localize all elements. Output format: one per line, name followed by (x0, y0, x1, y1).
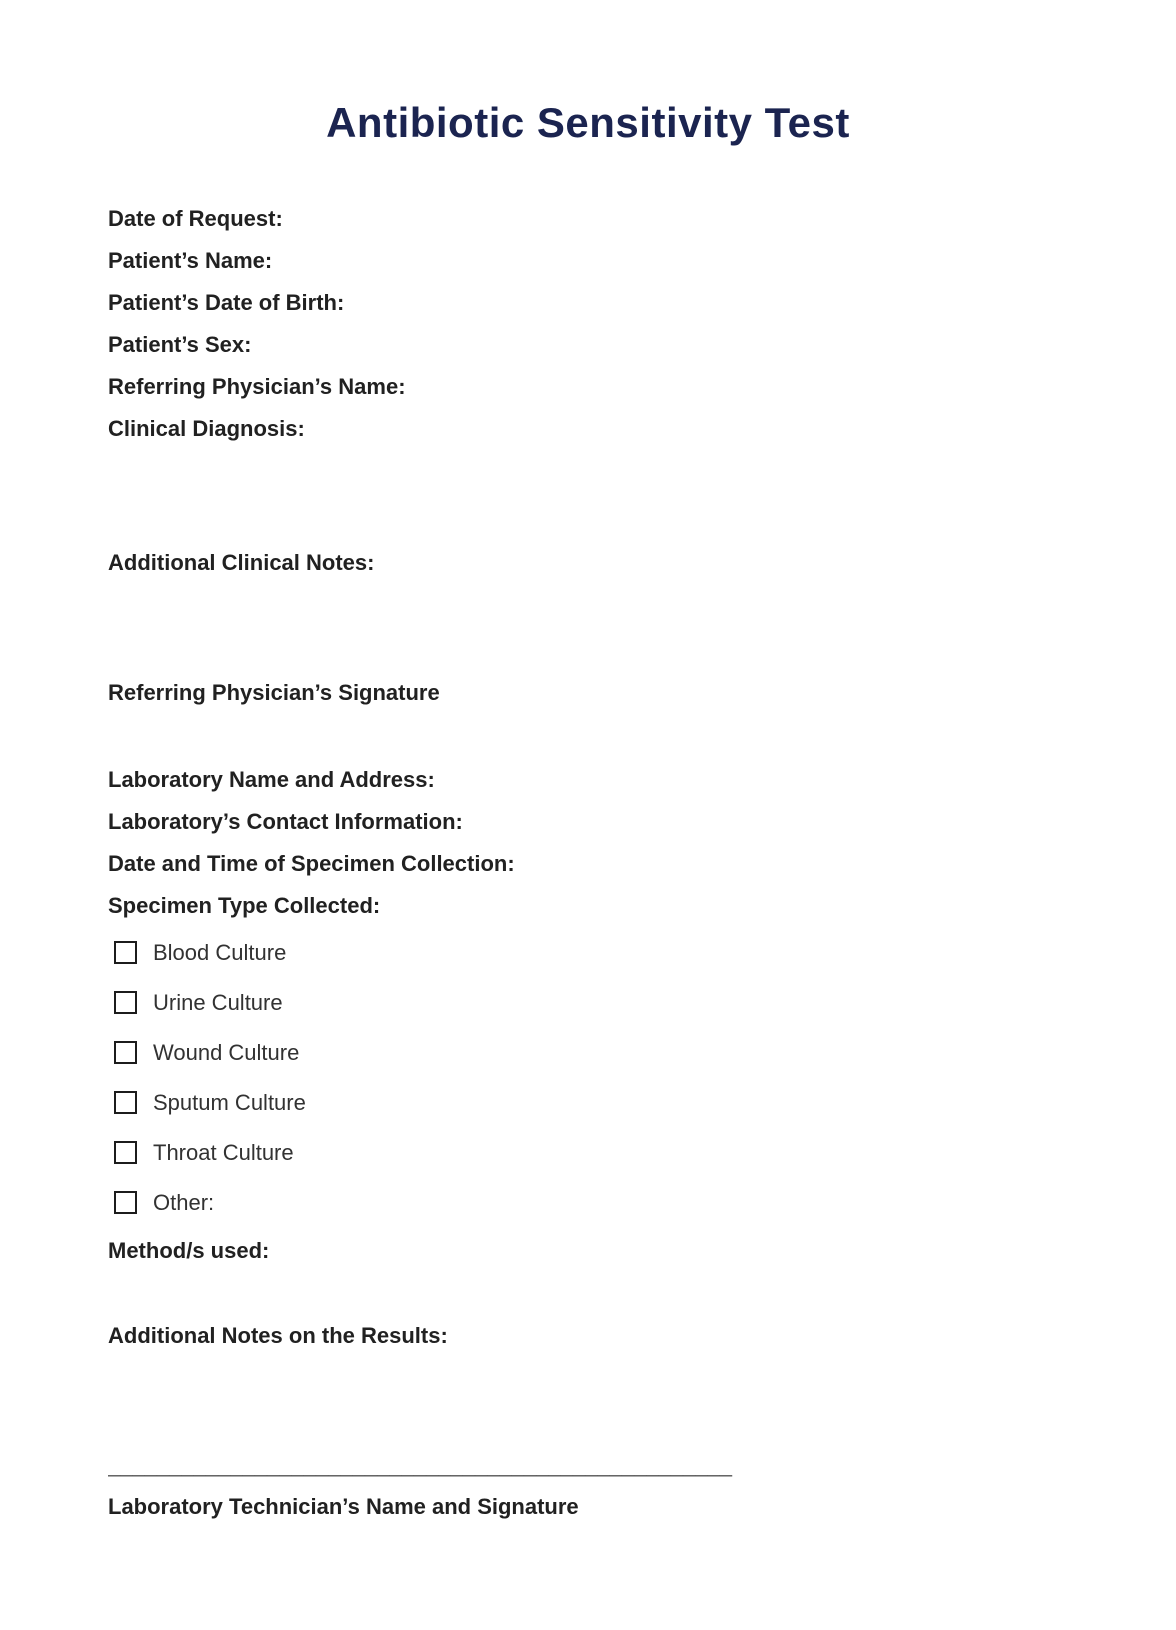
option-label-other: Other: (153, 1190, 215, 1215)
section-label-specimen-type-collected: Specimen Type Collected: (108, 893, 381, 918)
blood-culture-checkbox[interactable] (114, 941, 137, 964)
urine-culture-checkbox[interactable] (114, 991, 137, 1014)
field-label-specimen-collection-datetime: Date and Time of Specimen Collection: (108, 851, 515, 876)
signature-line: ___________________________________________________ (108, 1452, 733, 1477)
section-label-lab-technician-name-signature: Laboratory Technician’s Name and Signature (108, 1494, 579, 1519)
throat-culture-checkbox[interactable] (114, 1141, 137, 1164)
section-label-referring-physician-signature: Referring Physician’s Signature (108, 680, 440, 705)
field-label-referring-physician-name: Referring Physician’s Name: (108, 374, 406, 399)
page-title: Antibiotic Sensitivity Test (326, 99, 850, 146)
section-label-additional-results-notes: Additional Notes on the Results: (108, 1323, 448, 1348)
field-label-laboratory-name-address: Laboratory Name and Address: (108, 767, 435, 792)
specimen-option-row (108, 989, 1068, 1016)
field-label-laboratory-contact-information: Laboratory’s Contact Information: (108, 809, 463, 834)
field-label-patient-date-of-birth: Patient’s Date of Birth: (108, 290, 345, 315)
option-label-sputum-culture: Sputum Culture (153, 1090, 306, 1115)
specimen-option-row (108, 939, 1068, 966)
field-label-date-of-request: Date of Request: (108, 206, 283, 231)
field-label-patient-sex: Patient’s Sex: (108, 332, 252, 357)
option-label-throat-culture: Throat Culture (153, 1140, 294, 1165)
section-label-additional-clinical-notes: Additional Clinical Notes: (108, 550, 375, 575)
field-label-patient-name: Patient’s Name: (108, 248, 273, 273)
specimen-option-row (108, 1089, 1068, 1116)
specimen-option-row (108, 1189, 1068, 1216)
specimen-option-row (108, 1139, 1068, 1166)
field-label-clinical-diagnosis: Clinical Diagnosis: (108, 416, 305, 441)
option-label-blood-culture: Blood Culture (153, 940, 287, 965)
specimen-option-row (108, 1039, 1068, 1066)
section-label-methods-used: Method/s used: (108, 1238, 270, 1263)
option-label-urine-culture: Urine Culture (153, 990, 283, 1015)
other-specimen-checkbox[interactable] (114, 1191, 137, 1214)
option-label-wound-culture: Wound Culture (153, 1040, 300, 1065)
sputum-culture-checkbox[interactable] (114, 1091, 137, 1114)
wound-culture-checkbox[interactable] (114, 1041, 137, 1064)
